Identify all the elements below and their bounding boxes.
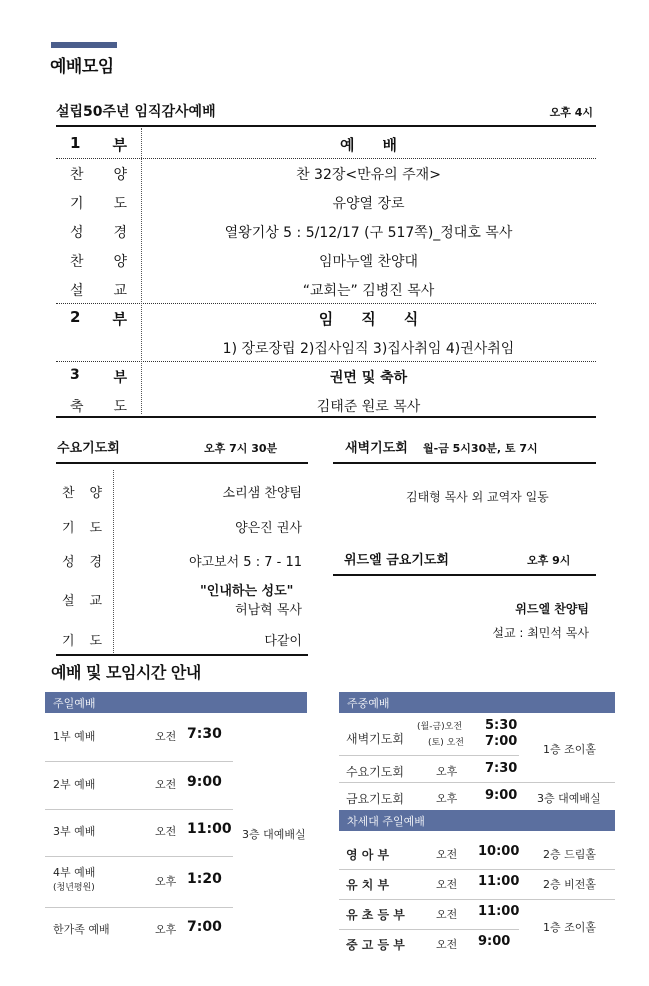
sunday-schedule-name (53, 921, 110, 937)
sunday-row-label (56, 222, 141, 242)
weekday-divider (339, 755, 519, 756)
sunday-row-label-part: 교 (113, 282, 127, 299)
sunday-row-value: 열왕기상 5 : 5/12/17 (구 517쪽)_정대호 목사 (224, 224, 513, 241)
sunday-row-label-part: 도 (113, 398, 127, 415)
sunday-label-divider (141, 128, 142, 414)
next-gen-time: 9:00 (478, 934, 511, 949)
dawn-row-time-sat: 7:00 (485, 734, 518, 749)
sunday-row-label-part: 양 (113, 166, 127, 183)
wednesday-program-row (56, 580, 306, 618)
wednesday-row-label-part: 양 (89, 485, 102, 501)
sunday-schedule-divider (45, 761, 233, 762)
sunday-row-label (56, 251, 141, 271)
friday-prayer-time: 오후 9시 (527, 554, 571, 567)
sunday-schedule-ampm: 오전 (155, 778, 177, 791)
next-gen-ampm: 오전 (436, 938, 458, 951)
next-gen-name: 유 치 부 (346, 878, 390, 892)
sunday-program-row (56, 275, 596, 304)
wednesday-row-value (114, 517, 306, 536)
sunday-schedule-divider (45, 856, 233, 857)
sunday-schedule-name-line: 1부 예배 (53, 730, 96, 743)
sunday-schedule-name (53, 864, 95, 893)
sunday-row-label (56, 164, 141, 184)
wednesday-row-label (56, 590, 114, 609)
dawn-row-name: 새벽기도회 (346, 732, 404, 746)
sunday-row-value: 김태준 원로 목사 (316, 398, 421, 415)
next-gen-divider (339, 929, 519, 930)
sunday-row-label-part: 설 (70, 282, 84, 299)
wednesday-row-label-part: 도 (89, 520, 102, 536)
next-gen-name: 중 고 등 부 (346, 938, 405, 952)
wednesday-row-label-part: 성 (62, 554, 75, 570)
sunday-service-title: 설립50주년 임직감사예배 (56, 104, 216, 120)
dawn-prayer-time: 월-금 5시30분, 토 7시 (423, 442, 538, 455)
fri-row-ampm: 오후 (436, 792, 458, 805)
next-gen-worship-tab: 차세대 주일예배 (339, 810, 615, 831)
sunday-row-label-part: 기 (70, 195, 84, 212)
sunday-row-value: 권면 및 축하 (329, 369, 408, 386)
sunday-row-label-part: 찬 (70, 166, 84, 183)
sunday-row-label-part: 1 (70, 134, 81, 152)
sunday-row-label-part: 양 (113, 253, 127, 270)
wednesday-program-row (56, 515, 306, 537)
sunday-schedule-ampm: 오후 (155, 875, 177, 888)
sunday-row-label-part: 부 (112, 136, 127, 154)
sunday-row-label-part: 3 (70, 366, 80, 383)
fri-row-time: 9:00 (485, 788, 518, 803)
wednesday-row-label (56, 630, 114, 649)
sunday-schedule-name-line: 한가족 예배 (53, 923, 110, 936)
next-gen-ampm: 오전 (436, 848, 458, 861)
dawn-row-place: 1층 조이홀 (543, 743, 596, 756)
wednesday-row-value-line: 허남혁 목사 (235, 603, 302, 618)
next-gen-ampm: 오전 (436, 908, 458, 921)
wednesday-row-value-line: "인내하는 성도" (200, 584, 294, 599)
friday-prayer-title: 위드엘 금요기도회 (344, 553, 449, 568)
wednesday-row-value (114, 551, 306, 570)
sunday-schedule-name (53, 776, 95, 792)
sunday-row-label-part: 부 (112, 310, 127, 328)
next-gen-ampm: 오전 (436, 878, 458, 891)
header-accent-bar (51, 42, 117, 48)
wednesday-row-value-line: 야고보서 5 : 7 - 11 (188, 554, 302, 570)
weekday-worship-tab: 주중예배 (339, 692, 615, 713)
sunday-schedule-name-line: 2부 예배 (53, 778, 96, 791)
wednesday-top-rule (56, 462, 308, 464)
wednesday-row-label (56, 517, 114, 536)
sunday-schedule-name (53, 728, 95, 744)
next-gen-divider (339, 869, 615, 870)
sunday-row-label (56, 308, 141, 329)
sunday-schedule-name-line: 3부 예배 (53, 825, 96, 838)
friday-rule (333, 574, 596, 576)
sunday-row-value: 예배 (340, 136, 425, 154)
sunday-row-label-part: 성 (70, 224, 84, 241)
wednesday-program-row (56, 628, 306, 650)
next-gen-time: 11:00 (478, 904, 520, 919)
wednesday-row-label-part: 찬 (62, 485, 75, 501)
sunday-program-row (56, 217, 596, 246)
sunday-schedule-ampm: 오전 (155, 825, 177, 838)
next-gen-place: 2층 비전홀 (543, 878, 596, 891)
sunday-row-value: 1) 장로장립 2)집사임직 3)집사취임 4)권사취임 (222, 340, 515, 357)
wednesday-row-label-part: 설 (62, 593, 75, 609)
fri-row-place: 3층 대예배실 (537, 792, 601, 805)
wednesday-bottom-rule (56, 654, 308, 656)
wednesday-time: 오후 7시 30분 (204, 442, 278, 455)
friday-sermon: 설교 : 최민석 목사 (492, 626, 589, 640)
wednesday-row-value-line: 소리샘 찬양팀 (222, 485, 302, 501)
wednesday-row-value-line: 양은진 권사 (235, 520, 302, 536)
wednesday-row-label-part: 기 (62, 633, 75, 649)
next-gen-time: 10:00 (478, 844, 520, 859)
dawn-prayer-title: 새벽기도회 (345, 441, 408, 456)
wednesday-row-label (56, 482, 114, 501)
sunday-schedule-time: 7:30 (187, 726, 222, 742)
sunday-row-label (56, 396, 141, 416)
sunday-row-label-part: 부 (113, 369, 127, 386)
sunday-row-value: “교회는” 김병진 목사 (302, 282, 435, 299)
friday-worship-team: 위드엘 찬양팀 (515, 602, 589, 616)
wed-row-time: 7:30 (485, 761, 518, 776)
sunday-schedule-name (53, 823, 95, 839)
wednesday-title: 수요기도회 (57, 441, 120, 456)
sunday-schedule-divider (45, 809, 233, 810)
wednesday-row-value (114, 580, 306, 618)
sunday-row-label (56, 367, 141, 387)
sunday-row-value: 찬 32장<만유의 주재> (296, 166, 441, 183)
sunday-worship-place: 3층 대예배실 (242, 828, 306, 841)
sunday-program-row (56, 188, 596, 217)
sunday-row-value: 임마누엘 찬양대 (318, 253, 419, 270)
dawn-row-time-weekday: 5:30 (485, 718, 518, 733)
sunday-bottom-rule (56, 416, 596, 418)
sunday-row-label-part: 찬 (70, 253, 84, 270)
sunday-schedule-time: 11:00 (187, 821, 232, 837)
wednesday-row-label-part: 도 (89, 633, 102, 649)
sunday-schedule-time: 9:00 (187, 774, 222, 790)
sunday-worship-tab: 주일예배 (45, 692, 307, 713)
sunday-row-label (56, 134, 141, 155)
weekday-divider (339, 782, 615, 783)
next-gen-shared-place: 1층 조이홀 (543, 921, 596, 934)
sunday-schedule-name-line: (청년평원) (53, 883, 95, 893)
wednesday-row-value (114, 482, 306, 501)
dawn-prayer-leader: 김태형 목사 외 교역자 일동 (406, 490, 549, 504)
wednesday-row-label-part: 기 (62, 520, 75, 536)
wednesday-program-row (56, 480, 306, 502)
sunday-row-label (56, 193, 141, 213)
wednesday-row-label-part: 경 (89, 554, 102, 570)
sunday-row-value: 유양열 장로 (332, 195, 405, 212)
sunday-row-label-part: 2 (70, 308, 81, 326)
dawn-row-ampm-weekday: (월-금)오전 (417, 722, 463, 732)
sunday-row-label-part: 도 (113, 195, 127, 212)
sunday-row-label-part: 축 (70, 398, 84, 415)
dawn-row-ampm-sat: (토) 오전 (428, 738, 464, 748)
sunday-row-label-part: 경 (113, 224, 127, 241)
sunday-program-row (56, 362, 596, 391)
sunday-top-rule (56, 125, 596, 127)
wed-row-ampm: 오후 (436, 765, 458, 778)
sunday-schedule-time: 7:00 (187, 919, 222, 935)
wednesday-program-row (56, 549, 306, 571)
sunday-schedule-divider (45, 907, 233, 908)
dawn-rule (333, 462, 596, 464)
sunday-program-row (56, 159, 596, 188)
sunday-program-row (56, 333, 596, 362)
sunday-schedule-name-line: 4부 예배 (53, 866, 96, 879)
schedule-guide-title: 예배 및 모임시간 안내 (51, 663, 201, 682)
sunday-schedule-ampm: 오전 (155, 730, 177, 743)
sunday-program-row (56, 130, 596, 159)
next-gen-place: 2층 드림홀 (543, 848, 596, 861)
sunday-row-label (56, 280, 141, 300)
sunday-schedule-time: 1:20 (187, 871, 222, 887)
wed-row-name: 수요기도회 (346, 765, 404, 779)
fri-row-name: 금요기도회 (346, 792, 404, 806)
sunday-schedule-ampm: 오후 (155, 923, 177, 936)
sunday-row-value: 임직식 (318, 310, 447, 328)
section-title: 예배모임 (50, 57, 114, 77)
wednesday-row-value (114, 630, 306, 649)
wednesday-row-label-part: 교 (89, 593, 102, 609)
next-gen-name: 영 아 부 (346, 848, 390, 862)
wednesday-row-value-line: 다같이 (264, 633, 302, 649)
sunday-program-row (56, 246, 596, 275)
next-gen-time: 11:00 (478, 874, 520, 889)
sunday-service-time: 오후 4시 (549, 106, 593, 119)
sunday-program-row (56, 304, 596, 333)
next-gen-name: 유 초 등 부 (346, 908, 405, 922)
wednesday-row-label (56, 551, 114, 570)
next-gen-divider (339, 899, 615, 900)
